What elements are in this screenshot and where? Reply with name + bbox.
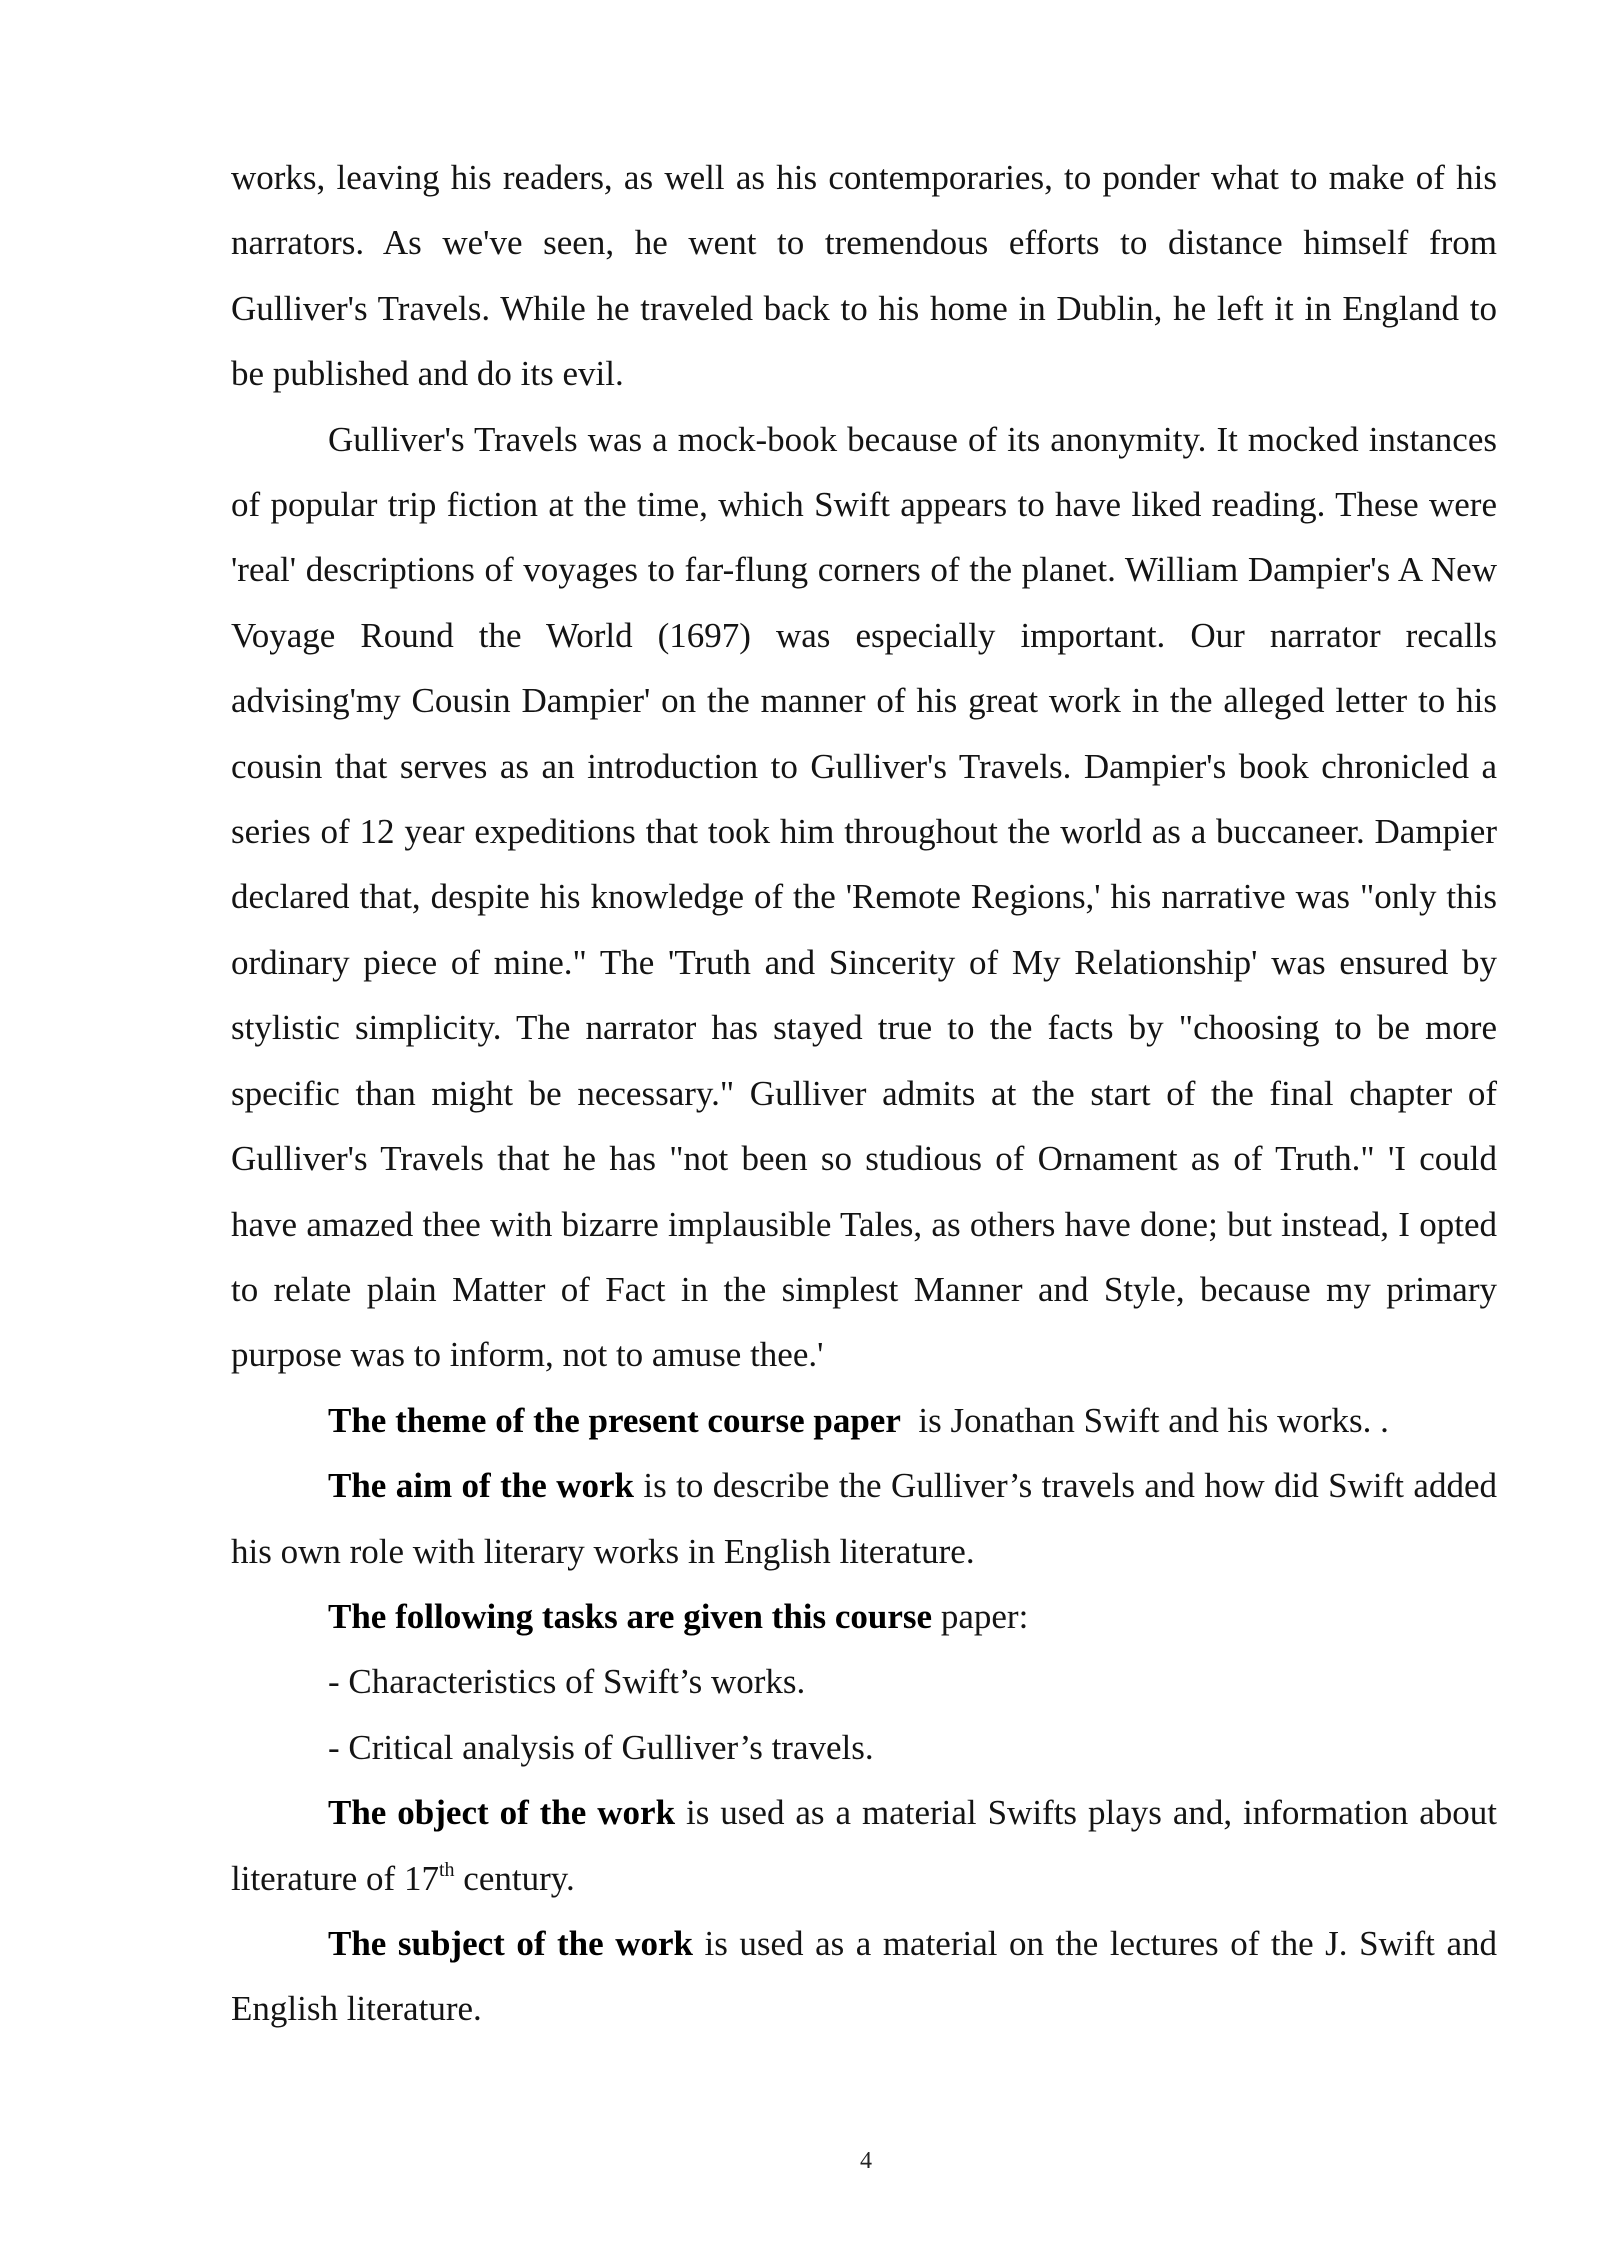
paragraph-mock-book: Gulliver's Travels was a mock-book because of its anonymity. It mocked instances of popular trip fiction at the time, which Swift appears to have liked reading. These were 'real' descriptions of voyages to far-flung corners of the planet. William Dampier's A New Voyage Round the World (1697) was especially important. Our narrator recalls advising'my Cousin Dampier' on the manner of his great work in the alleged letter to his cousin that serves as an introduction to Gulliver's Travels. Dampier's book chronicled a series of 12 year expeditions that took him throughout the world as a buccaneer. Dampier declared that, despite his knowledge of the 'Remote Regions,' his narrative was "only this ordinary piece of mine." The 'Truth and Sincerity of My Relationship' was ensured by stylistic simplicity. The narrator has stayed true to the facts by "choosing to be more specific than might be necessary." Gulliver admits at the start of the final chapter of Gulliver's Travels that he has "not been so studious of Ornament as of Truth." 'I could have amazed thee with bizarre implausible Tales, as others have done; but instead, I opted to relate plain Matter of Fact in the simplest Manner and Style, because my primary purpose was to inform, not to amuse thee.' <box>231 419 1497 1375</box>
theme-text: is Jonathan Swift and his works. . <box>900 1400 1389 1440</box>
object-text-after: century. <box>454 1858 575 1898</box>
document-page <box>231 145 1497 2042</box>
task-item: - Characteristics of Swift’s works. <box>328 1662 806 1702</box>
aim-text: is to describe the Gulliver’s travels and how did Swift added his own role with literary works in English literature. <box>231 1466 1498 1571</box>
subject-text: is used as a material on the lectures of the J. Swift and English literature. <box>231 1923 1497 2029</box>
tasks-label: The following tasks are given this course <box>328 1596 933 1636</box>
paragraph-tasks <box>231 1584 1497 1649</box>
paragraph-object <box>231 1780 1497 1911</box>
theme-label: The theme of the present course paper <box>328 1400 901 1440</box>
object-superscript: th <box>438 1858 455 1881</box>
tasks-text: paper: <box>932 1596 1029 1636</box>
paragraph-theme <box>231 1388 1497 1453</box>
object-text: is used as a material Swifts plays and, information about literature of 17 <box>231 1793 1497 1898</box>
paragraph-aim <box>231 1453 1497 1584</box>
subject-label: The subject of the work <box>328 1923 693 1963</box>
paragraph-narrators: works, leaving his readers, as well as his contemporaries, to ponder what to make of his narrators. As we've seen, he went to tremendous efforts to distance himself from Gulliver's Travels. While he traveled back to his home in Dublin, he left it in England to be published and do its evil. <box>231 158 1497 394</box>
object-label: The object of the work <box>328 1793 676 1833</box>
aim-label: The aim of the work <box>328 1466 634 1506</box>
paragraph-subject <box>231 1911 1497 2042</box>
task-item: - Critical analysis of Gulliver’s travels. <box>328 1727 874 1767</box>
page-number: 4 <box>860 2148 872 2174</box>
